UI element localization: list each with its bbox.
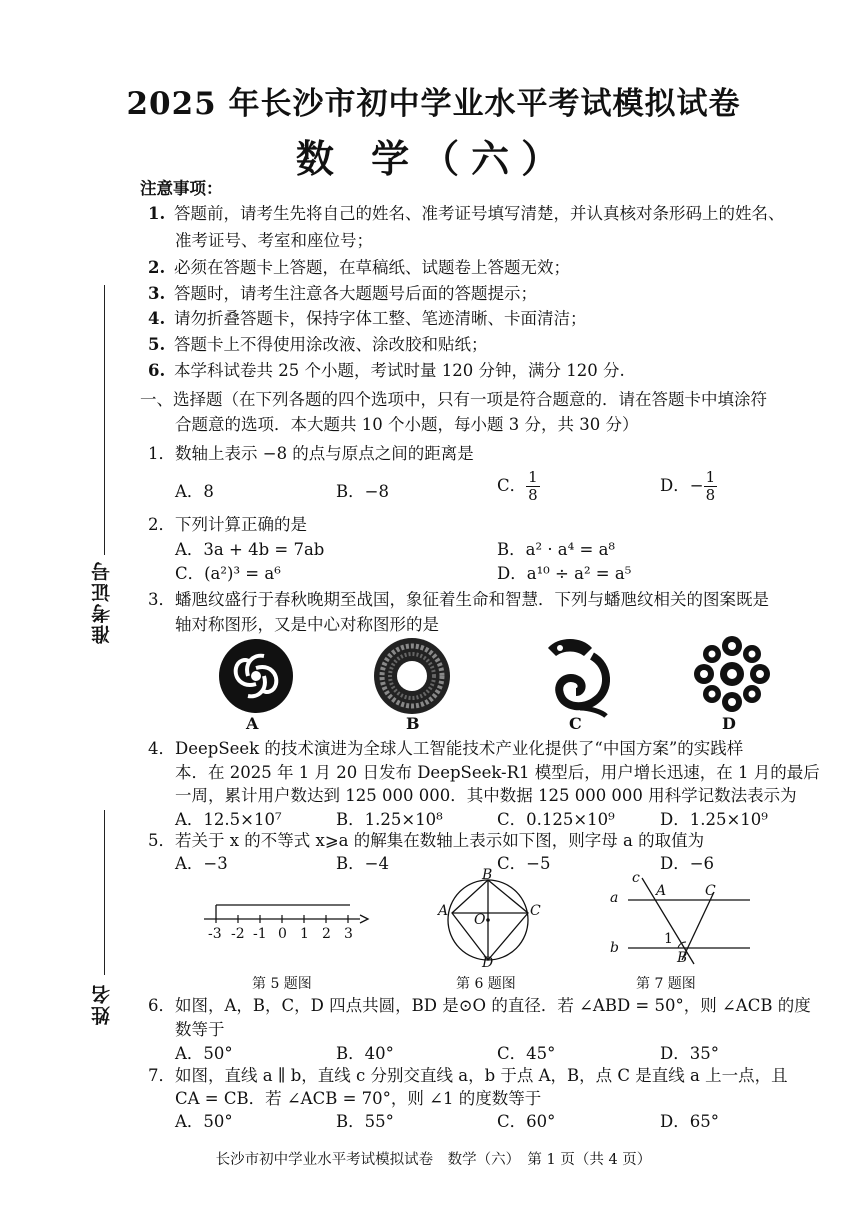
note-2 xyxy=(148,257,570,279)
note-1 xyxy=(148,203,785,225)
fig7-line-a: a xyxy=(610,890,619,906)
pattern-d-image xyxy=(692,634,772,714)
pattern-a-image xyxy=(214,638,298,714)
figure-5-caption: 第 5 题图 xyxy=(252,976,312,992)
q6-option-c: C．45° xyxy=(497,1044,556,1063)
name-write-line xyxy=(104,810,105,975)
figure-6-circle xyxy=(444,872,544,968)
name-label: 姓名 xyxy=(91,983,113,1025)
fraction xyxy=(526,469,540,504)
ticket-number-label: 准考证号 xyxy=(91,560,113,644)
denominator: 8 xyxy=(705,486,716,504)
pattern-b-label: B xyxy=(406,714,420,733)
numerator: 1 xyxy=(528,468,538,486)
q5-option-c: C．−5 xyxy=(497,854,551,873)
q7-option-a: A．50° xyxy=(175,1112,233,1131)
fig7-point-c: C xyxy=(705,883,716,899)
note-number: 2. xyxy=(148,258,166,277)
q1-option-d xyxy=(660,469,717,504)
q7-option-b: B．55° xyxy=(336,1112,394,1131)
notes-heading: 注意事项： xyxy=(140,179,223,198)
note-number: 1. xyxy=(148,204,166,223)
section-1-heading: 一、选择题（在下列各题的四个选项中，只有一项是符合题意的．请在答题卡中填涂符 xyxy=(140,390,767,409)
note-text: 必须在答题卡上答题，在草稿纸、试题卷上答题无效； xyxy=(174,258,570,277)
q2-option-c: C．(a²)³ = a⁶ xyxy=(175,564,281,583)
fig6-point-c: C xyxy=(530,903,541,919)
q6-option-a: A．50° xyxy=(175,1044,233,1063)
q3-stem-cont: 轴对称图形，又是中心对称图形的是 xyxy=(175,615,439,634)
q6-stem-cont: 数等于 xyxy=(175,1020,225,1039)
note-4 xyxy=(148,308,587,330)
note-5 xyxy=(148,334,488,356)
section-1-heading-cont: 合题意的选项．本大题共 10 个小题，每小题 3 分，共 30 分） xyxy=(175,415,639,434)
fraction xyxy=(704,469,718,504)
q4-option-d: D．1.25×10⁹ xyxy=(660,810,768,829)
fig6-point-b: B xyxy=(482,867,493,883)
denominator: 8 xyxy=(528,486,538,504)
q4-option-c: C．0.125×10⁹ xyxy=(497,810,615,829)
note-text: 答题时，请考生注意各大题题号后面的答题提示； xyxy=(174,284,537,303)
q4-option-b: B．1.25×10⁸ xyxy=(336,810,443,829)
q7-stem: 7．如图，直线 a ∥ b，直线 c 分别交直线 a，b 于点 A，B，点 C 是直线 a 上一点，且 xyxy=(148,1066,788,1085)
note-number: 6. xyxy=(148,361,166,380)
q5-stem: 5．若关于 x 的不等式 x⩾a 的解集在数轴上表示如下图，则字母 a 的取值为 xyxy=(148,831,705,850)
q4-option-a: A．12.5×10⁷ xyxy=(175,810,282,829)
q6-stem: 6．如图，A，B，C，D 四点共圆，BD 是⊙O 的直径．若 ∠ABD = 50°，则 ∠ACB 的度 xyxy=(148,996,811,1015)
note-1-cont: 准考证号、考室和座位号； xyxy=(175,231,373,250)
q3-stem: 3．蟠虺纹盛行于春秋晚期至战国，象征着生命和智慧．下列与蟠虺纹相关的图案既是 xyxy=(148,590,769,609)
pattern-d-label: D xyxy=(722,714,736,733)
q1-stem: 1．数轴上表示 −8 的点与原点之间的距离是 xyxy=(148,444,474,463)
numerator: 1 xyxy=(705,468,716,486)
q6-option-d: D．35° xyxy=(660,1044,719,1063)
q5-option-d: D．−6 xyxy=(660,854,715,873)
tick-label: 1 xyxy=(300,926,309,942)
q2-option-b: B．a² · a⁴ = a⁸ xyxy=(497,540,616,559)
pattern-c-label: C xyxy=(569,714,582,733)
figure-6-caption: 第 6 题图 xyxy=(456,976,516,992)
ticket-write-line xyxy=(104,285,105,555)
tick-label: -1 xyxy=(253,926,267,942)
exam-title: 2025 年长沙市初中学业水平考试模拟试卷 xyxy=(126,86,741,122)
pattern-c-image xyxy=(540,634,612,716)
q7-option-d: D．65° xyxy=(660,1112,719,1131)
q4-stem-cont-2: 一周，累计用户数达到 125 000 000．其中数据 125 000 000 用科学记数法表示为 xyxy=(175,786,797,805)
q5-option-b: B．−4 xyxy=(336,854,389,873)
note-text: 请勿折叠答题卡，保持字体工整、笔迹清晰、卡面清洁； xyxy=(174,309,587,328)
q2-option-d: D．a¹⁰ ÷ a² = a⁵ xyxy=(497,564,632,583)
page-footer: 长沙市初中学业水平考试模拟试卷 数学（六） 第 1 页（共 4 页） xyxy=(215,1152,652,1168)
q2-option-a: A．3a + 4b = 7ab xyxy=(175,540,325,559)
subject-title: 数 学（六） xyxy=(295,136,572,181)
tick-label: 3 xyxy=(344,926,353,942)
q7-stem-cont: CA = CB．若 ∠ACB = 70°，则 ∠1 的度数等于 xyxy=(175,1089,542,1108)
q7-option-c: C．60° xyxy=(497,1112,556,1131)
tick-label: -2 xyxy=(231,926,245,942)
note-text: 答题卡上不得使用涂改液、涂改胶和贴纸； xyxy=(174,335,488,354)
pattern-b-image xyxy=(372,636,452,716)
tick-label: -3 xyxy=(208,926,222,942)
note-number: 5. xyxy=(148,335,166,354)
fig6-point-o: O xyxy=(474,912,486,928)
figure-7-parallel-lines xyxy=(620,874,760,966)
option-label: D．− xyxy=(660,476,704,495)
fig7-point-a: A xyxy=(656,883,667,899)
q2-stem: 2．下列计算正确的是 xyxy=(148,515,307,534)
fig6-point-a: A xyxy=(438,903,449,919)
q1-option-a: A．8 xyxy=(175,482,214,501)
q6-option-b: B．40° xyxy=(336,1044,394,1063)
q1-option-c xyxy=(497,469,540,504)
q1-option-b: B．−8 xyxy=(336,482,389,501)
figure-7-caption: 第 7 题图 xyxy=(636,976,696,992)
q5-option-a: A．−3 xyxy=(175,854,228,873)
note-6 xyxy=(148,360,625,382)
tick-label: 0 xyxy=(278,926,287,942)
note-text: 本学科试卷共 25 个小题，考试时量 120 分钟，满分 120 分. xyxy=(174,361,625,380)
pattern-a-label: A xyxy=(246,714,259,733)
fig7-line-c: c xyxy=(632,870,640,886)
note-text: 答题前，请考生先将自己的姓名、准考证号填写清楚，并认真核对条形码上的姓名、 xyxy=(174,204,785,223)
fig7-line-b: b xyxy=(610,940,619,956)
q4-stem: 4．DeepSeek 的技术演进为全球人工智能技术产业化提供了“中国方案”的实践样 xyxy=(148,739,744,758)
q4-stem-cont-1: 本．在 2025 年 1 月 20 日发布 DeepSeek-R1 模型后，用户增长迅速，在 1 月的最后 xyxy=(175,763,820,782)
tick-label: 2 xyxy=(322,926,331,942)
fig7-point-b: B xyxy=(677,950,688,966)
fig6-point-d: D xyxy=(482,955,494,971)
option-label: C． xyxy=(497,476,527,495)
note-number: 4. xyxy=(148,309,166,328)
note-number: 3. xyxy=(148,284,166,303)
note-3 xyxy=(148,283,537,305)
fig7-angle-1: 1 xyxy=(664,931,673,947)
